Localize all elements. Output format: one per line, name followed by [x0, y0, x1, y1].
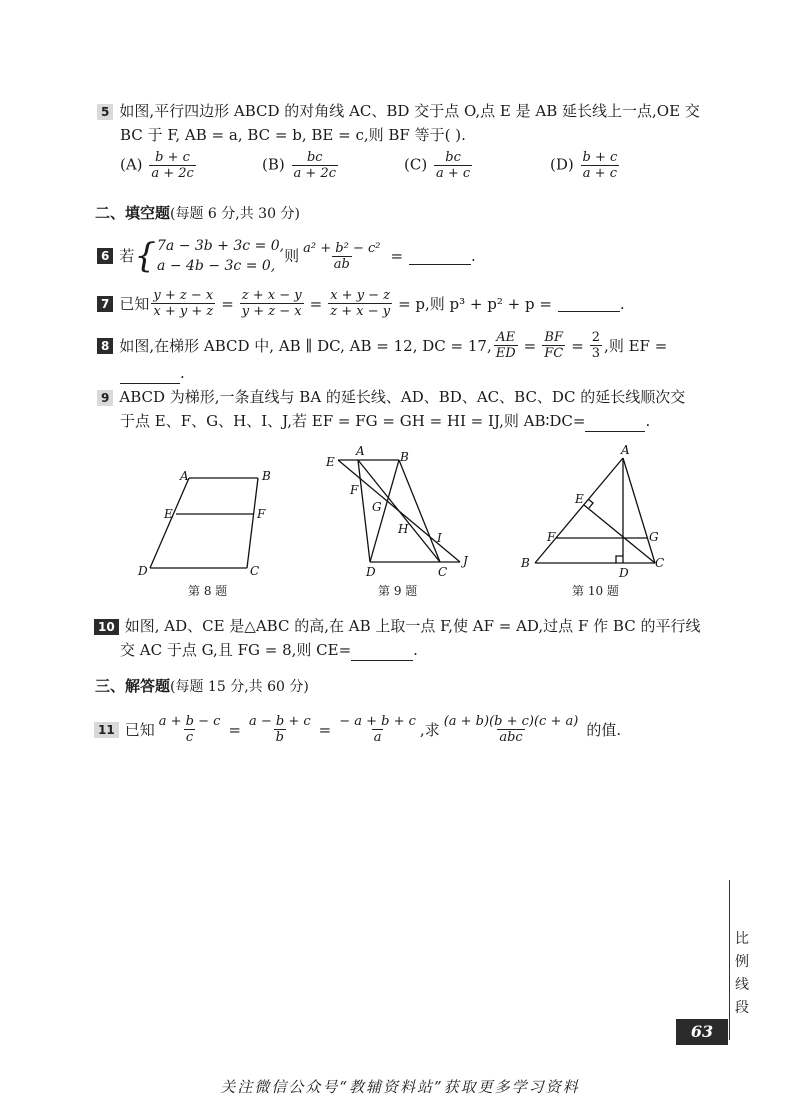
section-3-heading: 三、解答题(每题 15 分,共 60 分) — [95, 677, 309, 695]
fig9-label-c: C — [438, 565, 448, 579]
fig9-segment-bc — [399, 460, 440, 562]
fig8-label-a: A — [180, 469, 189, 483]
q5-line1: 5 如图,平行四边形 ABCD 的对角线 AC、BD 交于点 O,点 E 是 AB 延长线上一点,OE 交 — [97, 100, 700, 122]
q5-number: 5 — [97, 104, 113, 120]
fig8-segment-ad — [150, 478, 189, 568]
fig10-label-f: F — [547, 530, 556, 544]
fig10-segment-ac — [623, 458, 655, 563]
sidebar-rule — [729, 880, 730, 1040]
figure-8-caption: 第 8 题 — [188, 584, 228, 598]
figure-9 — [320, 445, 480, 585]
fig10-label-d: D — [619, 566, 629, 580]
fig10-right-angle-d — [616, 556, 623, 563]
figure-8 — [130, 440, 280, 590]
q6-number: 6 — [97, 248, 113, 264]
q6-answer-blank — [409, 248, 471, 265]
q5-option-d: (D) $\frac{b + c}{a + c}$ — [550, 150, 618, 181]
q10-line1: 10 如图, AD、CE 是△ABC 的高,在 AB 上取一点 F,使 AF = AD,过点 F 作 BC 的平行线 — [94, 615, 700, 637]
fig8-label-e: E — [164, 507, 173, 521]
fig9-label-b: B — [400, 450, 409, 464]
q9-number: 9 — [97, 390, 113, 406]
fig8-label-b: B — [262, 469, 271, 483]
fig9-segment-ej — [338, 460, 460, 562]
q5-options — [120, 150, 621, 181]
q8: 8 如图,在梯形 ABCD 中, AB ∥ DC, AB = 12, DC = 17, $\frac{AE}{ED}$ = $\frac{BF}{FC}$ = $\frac{2}{3}$ ,则 EF = — [97, 330, 667, 361]
fig8-label-f: F — [257, 507, 266, 521]
q8-answer-blank — [120, 367, 180, 384]
q11-number: 11 — [94, 722, 119, 738]
section-2-heading: 二、填空题(每题 6 分,共 30 分) — [95, 204, 300, 222]
figure-10 — [515, 445, 675, 585]
q9-line2: 于点 E、F、G、H、I、J,若 EF = FG = GH = HI = IJ,则 AB∶DC= . — [120, 412, 651, 430]
fig10-right-angle-e — [588, 499, 593, 508]
fig9-label-i: I — [437, 531, 442, 545]
q11: 11 已知 $\frac{a + b - c}{c}$ = $\frac{a - b + c}{b}$ = $\frac{- a + b + c}{a}$ ,求 $\frac{(a + b)(b + c)(c + a)}{\text{abc}}$ 的值. — [94, 714, 621, 745]
q6-equation-system: { 7a − 3b + 3c = 0, a − 4b − 3c = 0, — [134, 236, 285, 276]
footer-promo: 关注微信公众号“教辅资料站”获取更多学习资料 — [220, 1078, 580, 1096]
q6: 6 若 { 7a − 3b + 3c = 0, a − 4b − 3c = 0, 则 $\frac{\text{a² + b² − c²}}{ab}$ = . — [97, 236, 476, 276]
chapter-label: 比 例 线 段 — [735, 931, 749, 1016]
q9-line1: 9 ABCD 为梯形,一条直线与 BA 的延长线、AD、BD、AC、BC、DC 的延长线顺次交 — [97, 386, 685, 408]
fig9-label-j: J — [463, 554, 468, 568]
fig9-label-d: D — [366, 565, 376, 579]
fig10-label-e: E — [575, 492, 584, 506]
q5-option-b: (B) $\frac{bc}{a + 2c}$ — [262, 150, 336, 181]
figure-10-caption: 第 10 题 — [572, 584, 619, 598]
q8-answer-line: . — [120, 362, 185, 384]
q8-number: 8 — [97, 338, 113, 354]
q7-number: 7 — [97, 296, 113, 312]
q7-answer-blank — [558, 295, 620, 312]
q10-answer-blank — [351, 644, 413, 661]
page-number: 63 — [676, 1019, 728, 1045]
q5-option-c: (C) $\frac{bc}{a + c}$ — [404, 150, 471, 181]
fig8-segment-bc — [247, 478, 258, 568]
fig9-label-h: H — [398, 522, 409, 536]
fig9-label-e: E — [326, 455, 335, 469]
fig9-label-g: G — [372, 500, 382, 514]
q10-line2: 交 AC 于点 G,且 FG = 8,则 CE= . — [120, 641, 418, 659]
fig10-label-c: C — [655, 556, 665, 570]
fig8-label-c: C — [250, 564, 260, 578]
fig8-label-d: D — [138, 564, 148, 578]
q10-number: 10 — [94, 619, 119, 635]
fig10-label-b: B — [521, 556, 530, 570]
fig10-segment-ab — [535, 458, 623, 563]
figure-9-caption: 第 9 题 — [378, 584, 418, 598]
q5-line2: BC 于 F, AB = a, BC = b, BE = c,则 BF 等于( ). — [120, 126, 466, 144]
fig9-segment-ad — [358, 460, 370, 562]
fig10-label-a: A — [621, 445, 630, 457]
q9-answer-blank — [585, 415, 645, 432]
fig10-segment-ce — [584, 505, 655, 563]
fig9-label-f: F — [350, 483, 359, 497]
fig10-label-g: G — [649, 530, 659, 544]
q5-option-a: (A) $\frac{b + c}{a + 2c}$ — [120, 150, 194, 181]
fig9-label-a: A — [356, 445, 365, 458]
q7: 7 已知 $\frac{y + z - x}{x + y + z}$ = $\frac{z + x - y}{y + z - x}$ = $\frac{x + y - z}{z + x - y}$ = p,则 p³ + p² + p = . — [97, 288, 625, 319]
